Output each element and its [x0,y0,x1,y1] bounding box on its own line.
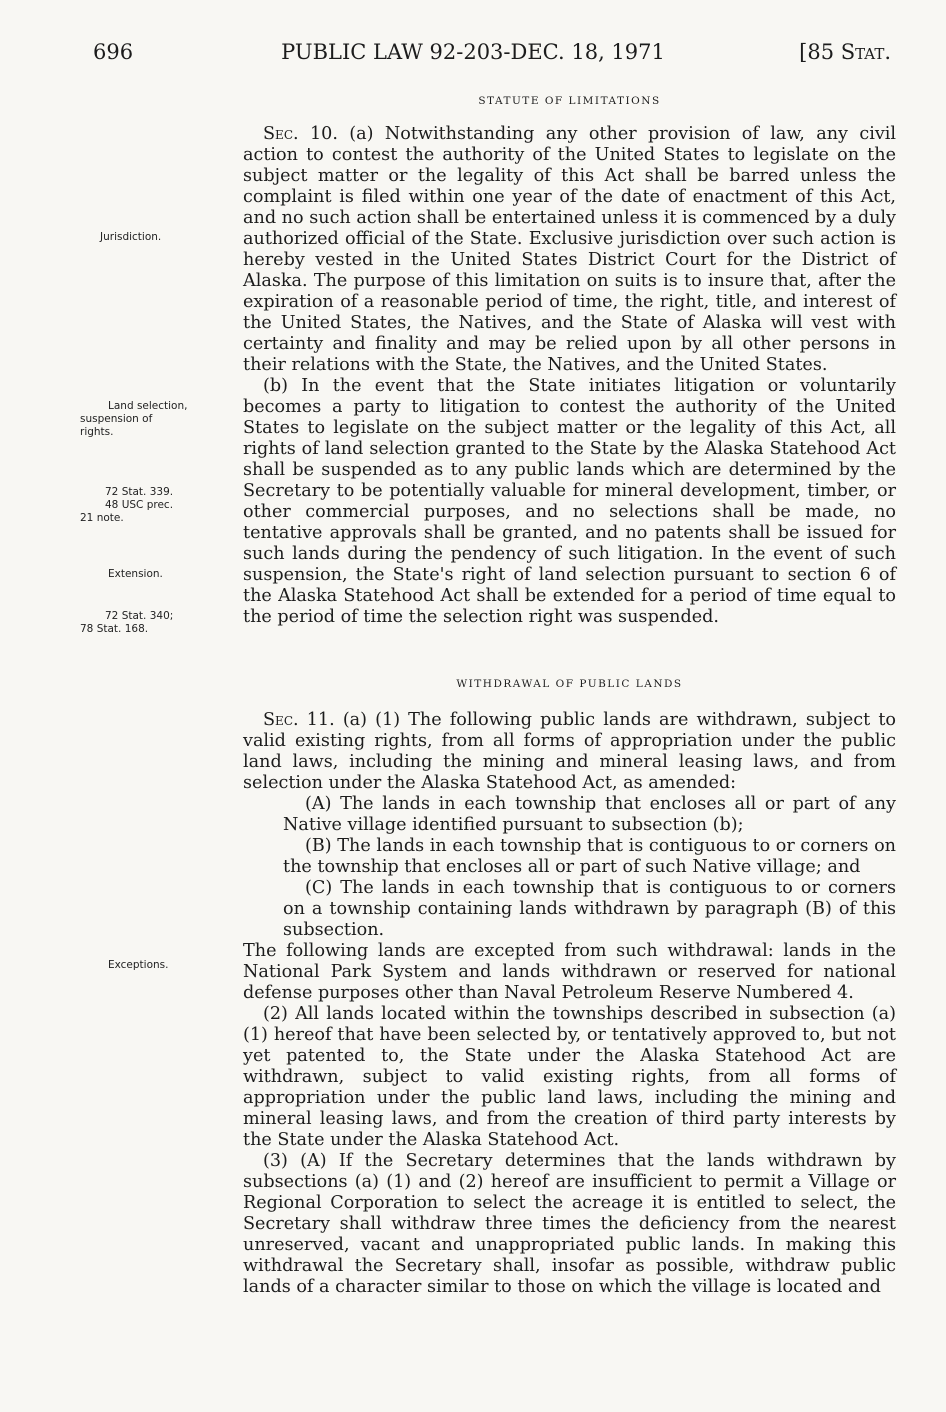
page-title: PUBLIC LAW 92-203-DEC. 18, 1971 [281,40,665,64]
stat-reference [799,40,891,64]
section-11-exceptions: The following lands are excepted from such withdrawal: lands in the National Park System and lands withdrawn or reserved for national defense purposes other than Naval Petroleum Reserve Numbered 4. [243,941,896,1003]
section-11-para-3: (3) (A) If the Secretary determines that the lands withdrawn by subsections (a) (1) and (2) hereof are insufficient to permit a Village or Regional Corporation to select the acreage it is entitled to select, the Secretary shall withdraw three times the deficiency from the nearest unreserved, vacant and unappropriated public lands. In making this withdrawal the Secretary shall, insofar as possible, withdraw public lands of a character similar to those on which the village is located and [243,1151,896,1297]
section-11-item-c: (C) The lands in each township that is contiguous to or corners on a township containing lands withdrawn by paragraph (B) of this subsection. [283,878,896,940]
stat-ref-prefix: [85 [799,40,841,64]
margin-note-line: 72 Stat. 339. [105,486,174,498]
section-11-item-a: (A) The lands in each township that encloses all or part of any Native village identified pursuant to subsection (b); [283,794,896,835]
margin-note-line: suspension of [80,413,153,425]
margin-note-line: 21 note. [80,512,124,524]
section-heading-withdrawal-of-public-lands: WITHDRAWAL OF PUBLIC LANDS [456,678,683,690]
sec-label: Sec. [263,710,299,730]
section-11-intro [243,710,896,794]
section-11-item-b: (B) The lands in each township that is contiguous to or corners on the township that encloses all or part of such Native village; and [283,836,896,877]
margin-note-exceptions: Exceptions. [108,959,169,971]
margin-note-extension: Extension. [108,568,163,580]
sec-label: Sec. [263,124,299,144]
section-10-para-b: (b) In the event that the State initiates litigation or voluntarily becomes a party to litigation to contest the authority of the United States to legislate on the subject matter or the legality of this Act, all rights of land selection granted to the State by the Alaska Statehood Act shall be suspended as to any public lands which are determined by the Secretary to be potentially valuable for mineral development, timber, or other commercial purposes, and no selections shall be made, no tentative approvals shall be granted, and no patents shall be issued for such lands during the pendency of such litigation. In the event of such suspension, the State's right of land selection pursuant to section 6 of the Alaska Statehood Act shall be extended for a period of time equal to the period of time the selection right was suspended. [243,376,896,627]
margin-note-line: 72 Stat. 340; [105,610,174,622]
stat-ref-word: Stat. [840,40,891,64]
section-10-para-a [243,124,896,376]
margin-note-line: Land selection, [108,400,188,412]
margin-note-line: rights. [80,426,114,438]
section-heading-statute-of-limitations: STATUTE OF LIMITATIONS [478,95,661,107]
margin-note-line: 78 Stat. 168. [80,623,149,635]
section-11-intro-text: 11. (a) (1) The following public lands are withdrawn, subject to valid existing rights, from all forms of appropriation under the public land laws, including the mining and mineral leasing laws, and from selection under the Alaska Statehood Act, as amended: [243,710,897,793]
margin-note-jurisdiction: Jurisdiction. [100,231,162,243]
page-header [0,40,946,76]
section-10-body [243,124,896,628]
section-10-para-a-text: 10. (a) Notwithstanding any other provision of law, any civil action to contest the authority of the United States to legislate on the subject matter or the legality of this Act shall be barred unless the complaint is filed within one year of the date of enactment of this Act, and no such action shall be entertained unless it is commenced by a duly authorized official of the State. Exclusive jurisdiction over such action is hereby vested in the United States District Court for the District of Alaska. The purpose of this limitation on suits is to insure that, after the expiration of a reasonable period of time, the right, title, and interest of the United States, the Natives, and the State of Alaska will vest with certainty and finality and may be relied upon by all other persons in their relations with the State, the Natives, and the United States. [243,124,897,375]
page-number: 696 [93,40,134,64]
margin-note-land-selection [80,400,187,439]
margin-note-citation-1 [80,486,173,525]
section-11-para-2: (2) All lands located within the townships described in subsection (a) (1) hereof that have been selected by, or tentatively approved to, but not yet patented to, the State under the Alaska Statehood Act are withdrawn, subject to valid existing rights, from all forms of appropriation under the public land laws, including the mining and mineral leasing laws, and from the creation of third party interests by the State under the Alaska Statehood Act. [243,1004,896,1150]
section-11-body [243,710,896,1298]
margin-note-citation-2 [80,610,173,636]
margin-note-line: 48 USC prec. [105,499,174,511]
